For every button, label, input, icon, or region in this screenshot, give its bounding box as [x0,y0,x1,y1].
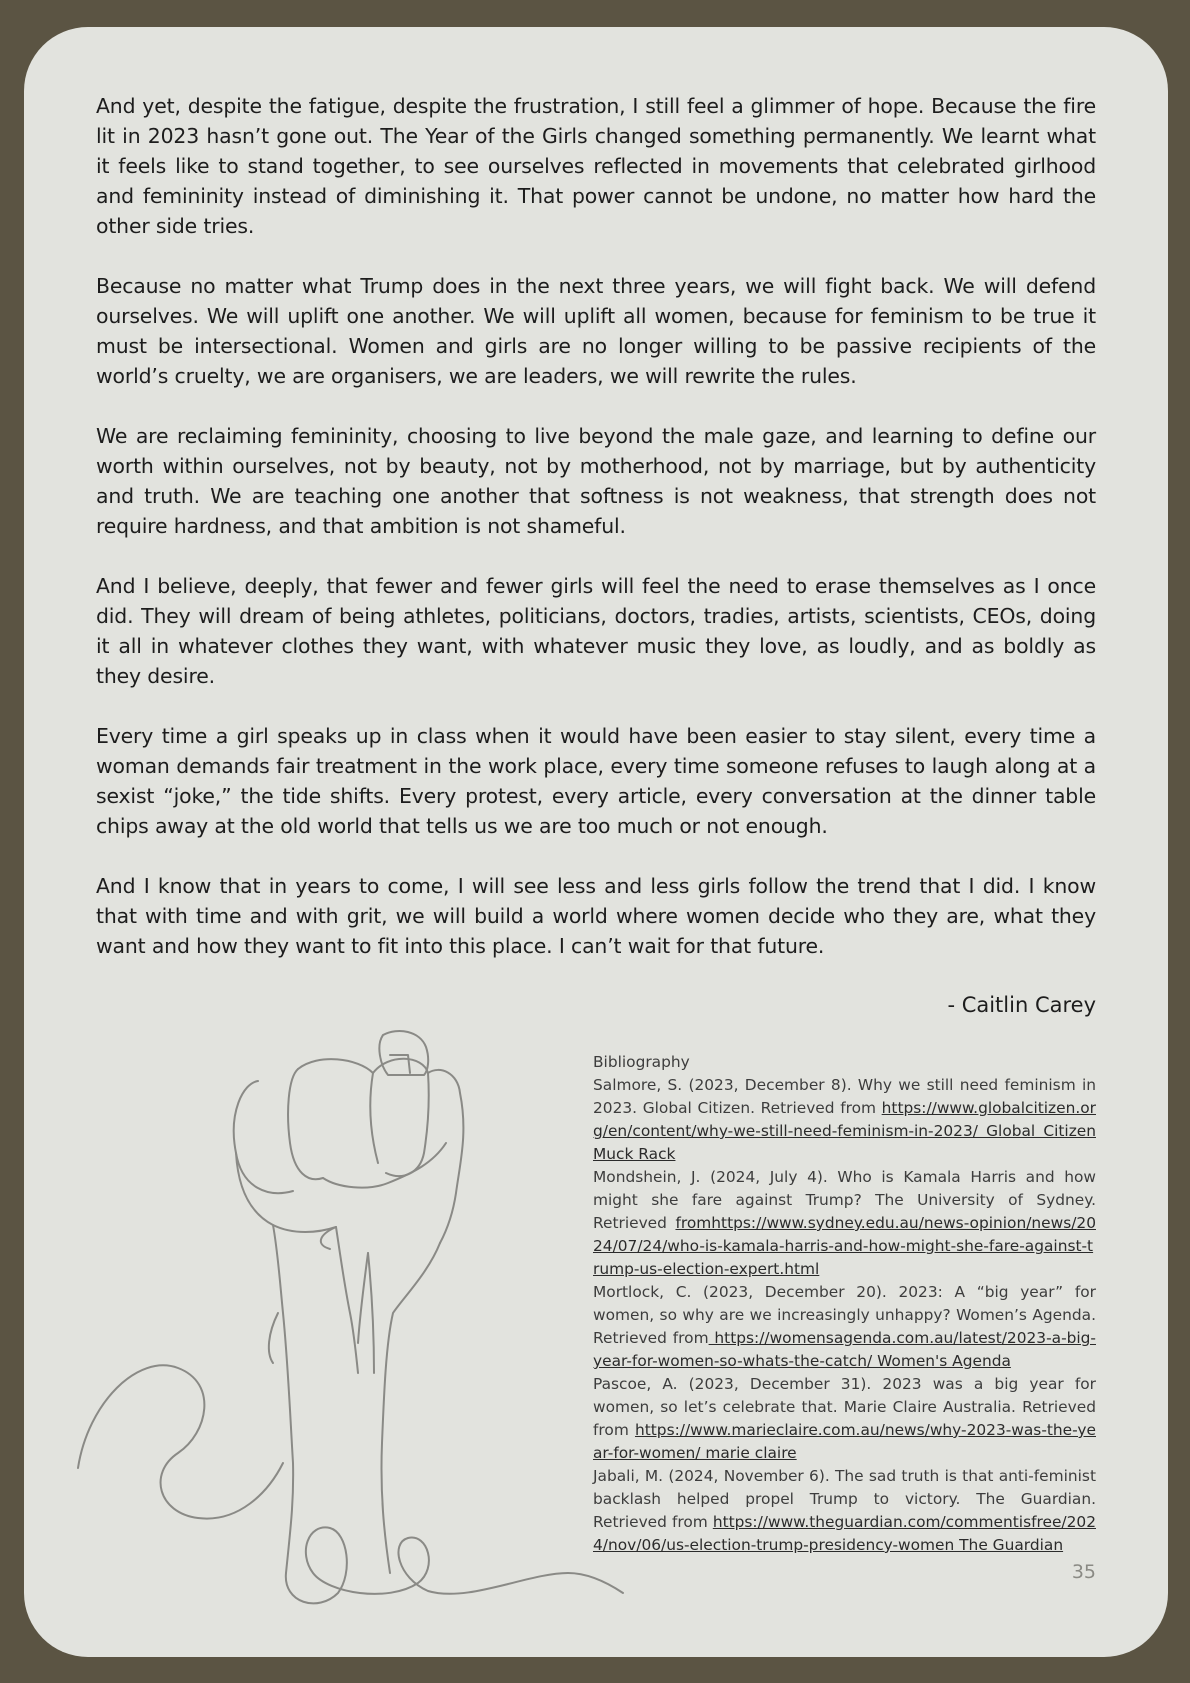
essay-paragraph: Because no matter what Trump does in the next three years, we will fight back. We will defend ourselves. We will uplift one another. We will uplift all women, because for feminism to be true it must be intersectional. Women and girls are no longer willing to be passive recipients of the world’s cruelty, we are organisers, we are leaders, we will rewrite the rules. [96,274,1096,388]
essay-paragraph: And yet, despite the fatigue, despite the frustration, I still feel a glimmer of hope. Because the fire lit in 2023 hasn’t gone out. The Year of the Girls changed something permanently. We learnt what it feels like to stand together, to see ourselves reflected in movements that celebrated girlhood and femininity instead of diminishing it. That power cannot be undone, no matter how hard the other side tries. [96,94,1096,238]
bibliography-entry [593,1166,1096,1281]
essay-paragraph: We are reclaiming femininity, choosing to live beyond the male gaze, and learning to define our worth within ourselves, not by beauty, not by motherhood, not by marriage, but by authenticity and truth. We are teaching one another that softness is not weakness, that strength does not require hardness, and that ambition is not shameful. [96,424,1096,538]
bibliography [593,1051,1096,1557]
essay-paragraph: And I know that in years to come, I will see less and less girls follow the trend that I did. I know that with time and with grit, we will build a world where women decide who they are, what they want and how they want to fit into this place. I can’t wait for that future. [96,874,1096,958]
citation-link[interactable]: fromhttps://www.sydney.edu.au/news-opinion/news/2024/07/24/who-is-kamala-harris-and-how-might-she-fare-against-trump-us-election-expert.html [593,1214,1096,1278]
raised-fist-icon [68,1013,628,1613]
bibliography-entry [593,1373,1096,1465]
citation-text: Pascoe, A. (2023, December 31). 2023 was a big year for women, so let’s celebrate that. Marie Claire Australia. Retrieved from [593,1375,1096,1439]
citation-text: Mondshein, J. (2024, July 4). Who is Kamala Harris and how might she fare against Trump? The University of Sydney. Retrieved [593,1168,1096,1232]
bibliography-heading: Bibliography [593,1053,690,1071]
essay-paragraph: And I believe, deeply, that fewer and fewer girls will feel the need to erase themselves as I once did. They will dream of being athletes, politicians, doctors, tradies, artists, scientists, CEOs, doing it all in whatever clothes they want, with whatever music they love, as loudly, and as boldly as they desire. [96,574,1096,688]
citation-link[interactable]: https://womensagenda.com.au/latest/2023-a-big-year-for-women-so-whats-the-catch/ Women's Agenda [593,1329,1096,1370]
citation-text: Jabali, M. (2024, November 6). The sad truth is that anti-feminist backlash helped propel Trump to victory. The Guardian. Retrieved from [593,1467,1096,1531]
essay-paragraph: Every time a girl speaks up in class when it would have been easier to stay silent, every time a woman demands fair treatment in the work place, every time someone refuses to laugh along at a sexist “joke,” the tide shifts. Every protest, every article, every conversation at the dinner table chips away at the old world that tells us we are too much or not enough. [96,724,1096,838]
citation-link[interactable]: https://www.theguardian.com/commentisfree/2024/nov/06/us-election-trump-presidency-women The Guardian [593,1513,1096,1554]
citation-link[interactable]: https://www.marieclaire.com.au/news/why-2023-was-the-year-for-women/ marie claire [593,1421,1096,1462]
bibliography-entry [593,1074,1096,1166]
essay-body [96,91,1096,991]
magazine-page [24,27,1168,1657]
citation-link[interactable]: https://www.globalcitizen.org/en/content/why-we-still-need-feminism-in-2023/ Global CitizenMuck Rack [593,1099,1096,1163]
page-number: 35 [1071,1561,1096,1583]
author-signature: - Caitlin Carey [947,993,1096,1017]
bibliography-entry [593,1281,1096,1373]
citation-text: Mortlock, C. (2023, December 20). 2023: A “big year” for women, so why are we increasingly unhappy? Women’s Agenda. Retrieved from [593,1283,1096,1347]
bibliography-entry [593,1465,1096,1557]
citation-text: Salmore, S. (2023, December 8). Why we still need feminism in 2023. Global Citizen. Retrieved from [593,1076,1096,1117]
